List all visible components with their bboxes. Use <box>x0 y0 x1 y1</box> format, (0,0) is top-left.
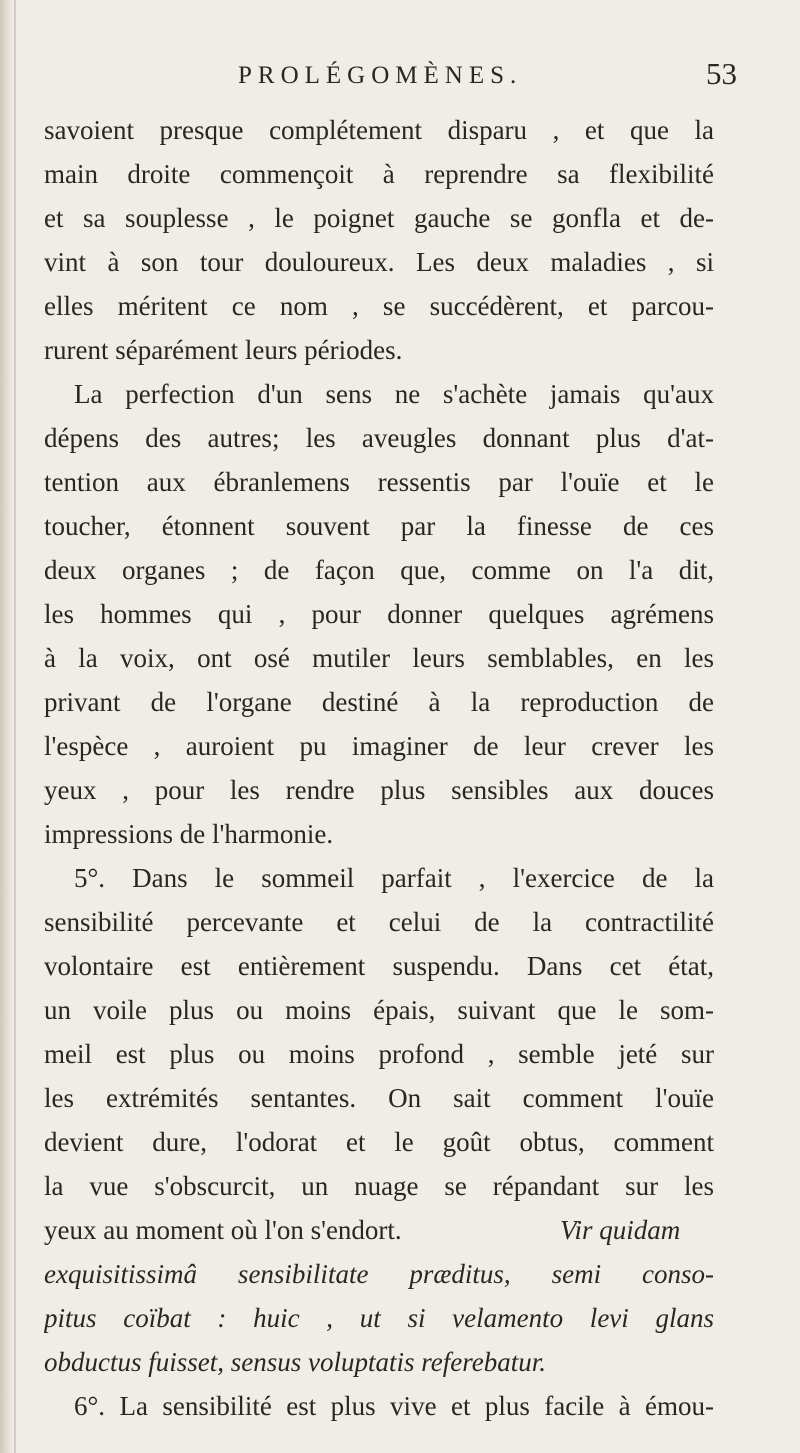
text-line: 5°. Dans le sommeil parfait , l'exercice de la <box>74 863 714 893</box>
running-head: PROLÉGOMÈNES. <box>238 62 523 89</box>
text-line: 6°. La sensibilité est plus vive et plus facile à émou- <box>74 1391 714 1421</box>
text-line: elles méritent ce nom , se succédèrent, et parcou- <box>44 291 714 321</box>
text-line: toucher, étonnent souvent par la finesse de ces <box>44 511 714 541</box>
binding-line <box>14 0 16 1453</box>
text-line: à la voix, ont osé mutiler leurs semblables, en les <box>44 643 714 673</box>
text-line: l'espèce , auroient pu imaginer de leur crever les <box>44 731 714 761</box>
text-line: les extrémités sentantes. On sait comment l'ouïe <box>44 1083 714 1113</box>
text-line-italic: Vir quidam <box>560 1215 681 1245</box>
text-line: et sa souplesse , le poignet gauche se gonfla et de- <box>44 203 714 233</box>
binding-edge <box>0 0 14 1453</box>
text-line-italic: exquisitissimâ sensibilitate præditus, semi conso- <box>44 1259 714 1289</box>
text-line: dépens des autres; les aveugles donnant plus d'at- <box>44 423 714 453</box>
text-line: yeux , pour les rendre plus sensibles aux douces <box>44 775 714 805</box>
text-line: la vue s'obscurcit, un nuage se répandant sur les <box>44 1171 714 1201</box>
text-line: sensibilité percevante et celui de la contractilité <box>44 907 714 937</box>
text-line: savoient presque complétement disparu , et que la <box>44 115 714 145</box>
text-line: un voile plus ou moins épais, suivant que le som- <box>44 995 714 1025</box>
text-line-italic: obductus fuisset, sensus voluptatis referebatur. <box>44 1347 546 1377</box>
text-line: les hommes qui , pour donner quelques agrémens <box>44 599 714 629</box>
text-line: main droite commençoit à reprendre sa flexibilité <box>44 159 714 189</box>
text-line: yeux au moment où l'on s'endort. <box>44 1215 402 1245</box>
text-line: devient dure, l'odorat et le goût obtus, comment <box>44 1127 714 1157</box>
text-line: vint à son tour douloureux. Les deux maladies , si <box>44 247 714 277</box>
text-line: deux organes ; de façon que, comme on l'a dit, <box>44 555 714 585</box>
text-line-italic: pitus coïbat : huic , ut si velamento levi glans <box>44 1303 714 1333</box>
text-line: impressions de l'harmonie. <box>44 819 334 849</box>
text-line: La perfection d'un sens ne s'achète jamais qu'aux <box>74 379 714 409</box>
text-line: tention aux ébranlemens ressentis par l'ouïe et le <box>44 467 714 497</box>
text-line: privant de l'organe destiné à la reproduction de <box>44 687 714 717</box>
page-number: 53 <box>706 56 737 91</box>
text-line: meil est plus ou moins profond , semble jeté sur <box>44 1039 714 1069</box>
text-line: volontaire est entièrement suspendu. Dans cet état, <box>44 951 714 981</box>
text-line: rurent séparément leurs périodes. <box>44 335 403 365</box>
page-header <box>0 56 800 102</box>
